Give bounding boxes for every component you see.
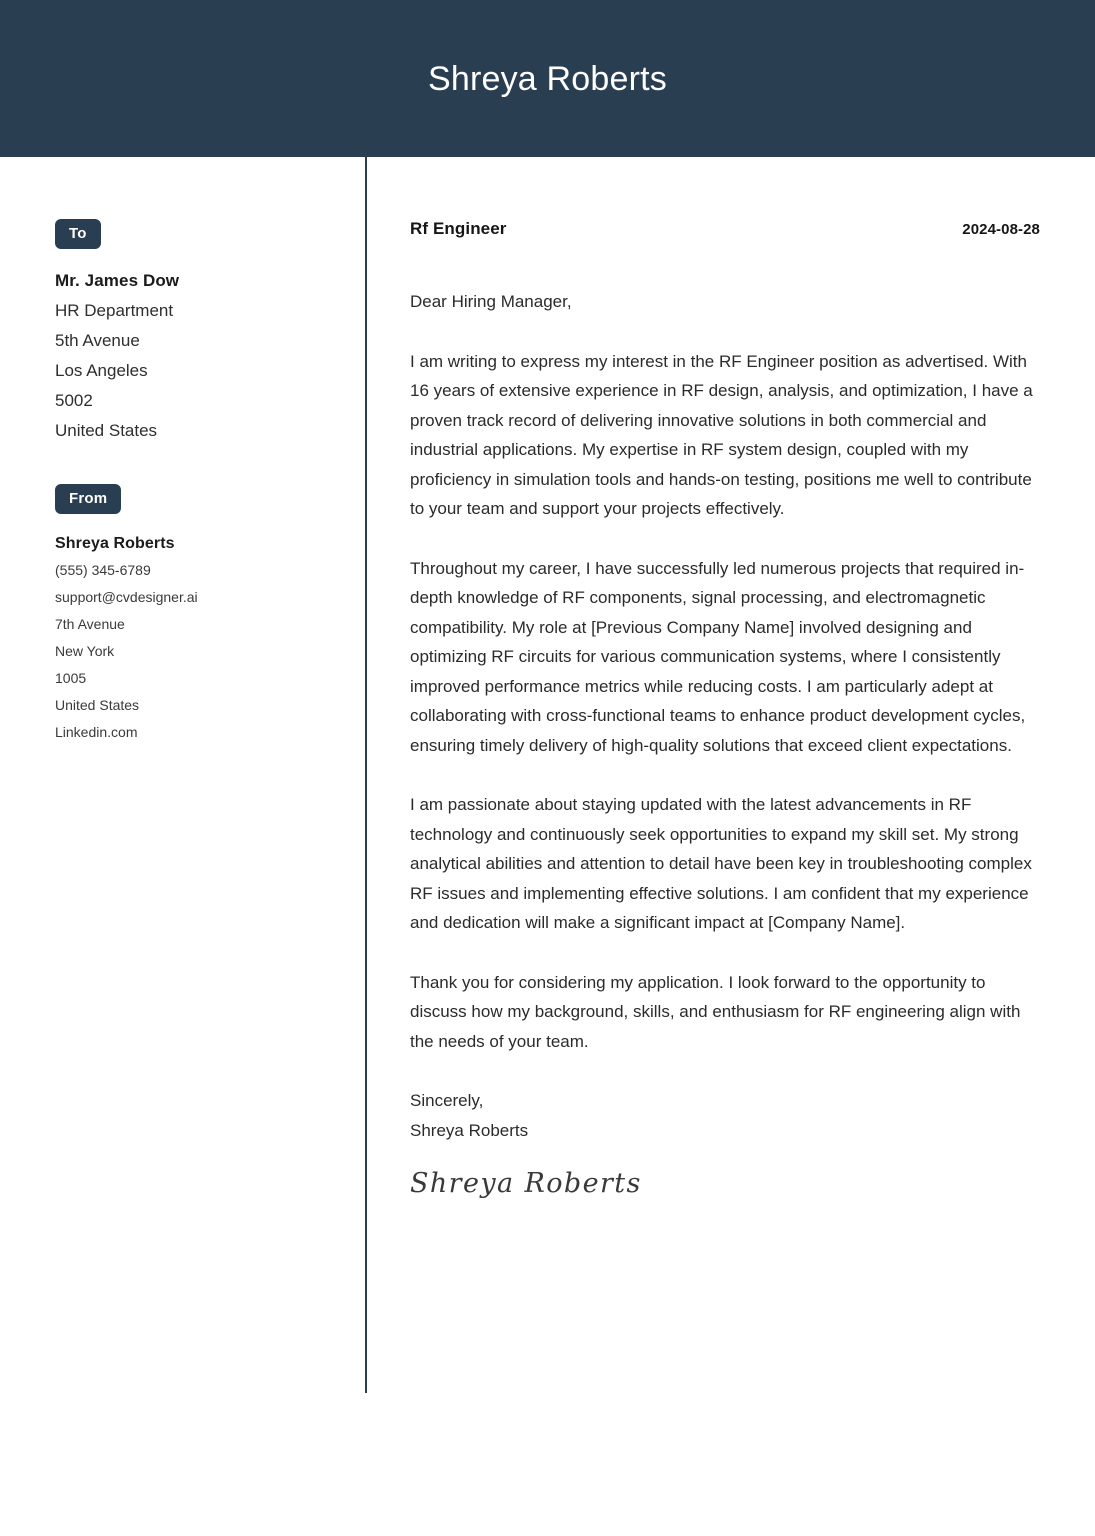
column-divider (365, 157, 367, 1393)
sender-line: 1005 (55, 670, 87, 686)
job-title: Rf Engineer (410, 219, 507, 238)
recipient-line: Los Angeles (55, 361, 148, 380)
recipient-line: 5002 (55, 391, 93, 410)
sender-website: Linkedin.com (55, 724, 138, 740)
signature: Shreya Roberts (410, 1168, 642, 1199)
sidebar-spacer (55, 446, 341, 484)
sender-line: New York (55, 643, 115, 659)
from-badge: From (55, 484, 121, 514)
document-header (0, 0, 1095, 157)
letter-paragraph: Thank you for considering my application. I look forward to the opportunity to discuss how my background, skills, and enthusiasm for RF engineering align with the needs of your team. (410, 972, 1021, 1051)
letter-content (365, 157, 1095, 1199)
page-title: Shreya Roberts (427, 59, 668, 98)
sender-name: Shreya Roberts (55, 535, 175, 552)
letter-paragraph: Throughout my career, I have successfully led numerous projects that required in-depth knowledge of RF components, signal processing, and electromagnetic compatibility. My role at [Previous Company Name] involved designing and optimizing RF circuits for various communication systems, where I consistently improved performance metrics while reducing costs. I am particularly adept at collaborating with cross-functional teams to enhance product development cycles, ensuring timely delivery of high-quality solutions that exceed client expectations. (410, 558, 1026, 755)
sender-address (55, 530, 341, 746)
letter-paragraph: I am passionate about staying updated with the latest advancements in RF technology and continuously seek opportunities to expand my skill set. My strong analytical abilities and attention to detail have been key in troubleshooting complex RF issues and implementing effective solutions. I am confident that my experience and dedication will make a significant impact at [Company Name]. (410, 795, 1032, 932)
sender-line: United States (55, 697, 140, 713)
sidebar (0, 157, 365, 746)
recipient-line: United States (55, 421, 158, 440)
closing-block (410, 1086, 1040, 1145)
sender-email: support@cvdesigner.ai (55, 589, 198, 605)
to-badge: To (55, 219, 101, 249)
recipient-line: 5th Avenue (55, 331, 140, 350)
sender-line: 7th Avenue (55, 616, 125, 632)
letter-date: 2024-08-28 (962, 221, 1040, 238)
closing-name: Shreya Roberts (410, 1120, 529, 1140)
sender-section (55, 484, 341, 746)
letter-header-row (410, 219, 1040, 239)
document-body (0, 157, 1095, 1199)
recipient-section (55, 219, 341, 446)
salutation: Dear Hiring Manager, (410, 292, 572, 311)
recipient-name: Mr. James Dow (55, 271, 180, 290)
recipient-line: HR Department (55, 301, 174, 320)
closing-salutation: Sincerely, (410, 1091, 484, 1110)
letter-paragraph: I am writing to express my interest in the RF Engineer position as advertised. With 16 years of extensive experience in RF design, analysis, and optimization, I have a proven track record of delivering innovative solutions in both commercial and industrial applications. My expertise in RF system design, coupled with my proficiency in simulation tools and hands-on testing, positions me well to contribute to your team and support your projects effectively. (410, 351, 1033, 518)
sender-phone: (555) 345-6789 (55, 562, 151, 578)
recipient-address (55, 266, 341, 446)
